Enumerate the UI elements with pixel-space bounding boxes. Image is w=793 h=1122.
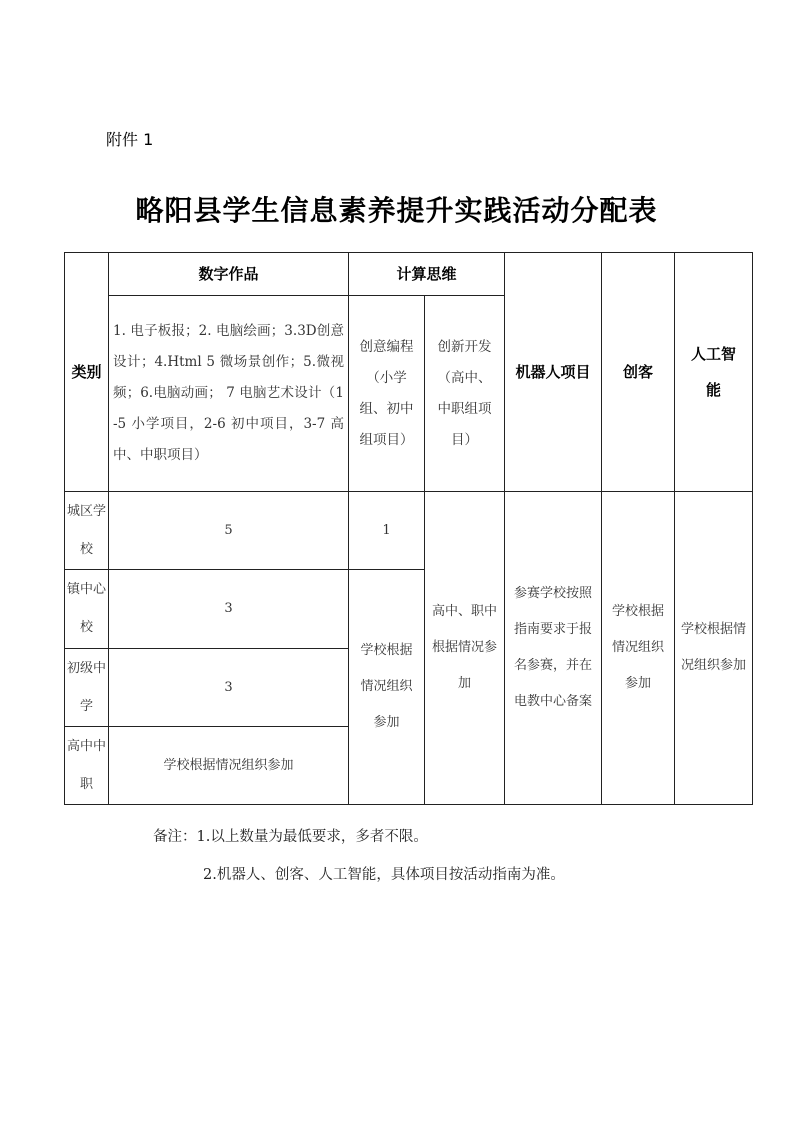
row-category: 初级中学 (65, 649, 109, 727)
robot-note: 参赛学校按照指南要求于报名参赛，并在电教中心备案 (505, 492, 602, 805)
ai-note: 学校根据情况组织参加 (675, 492, 753, 805)
row-category: 城区学校 (65, 492, 109, 570)
header-ai: 人工智能 (675, 253, 753, 492)
innovation-dev-header: 创新开发（高中、中职组项目） (425, 296, 505, 492)
header-maker: 创客 (602, 253, 675, 492)
innovation-dev-note: 高中、职中根据情况参加 (425, 492, 505, 805)
allocation-table (64, 252, 753, 805)
remark-line-2: 2.机器人、创客、人工智能，具体项目按活动指南为准。 (203, 867, 565, 883)
header-robot: 机器人项目 (505, 253, 602, 492)
row-category: 高中中职 (65, 727, 109, 805)
header-category: 类别 (65, 253, 109, 492)
header-digital-works: 数字作品 (109, 253, 349, 296)
attachment-label: 附件 1 (106, 130, 154, 149)
digital-works-value: 学校根据情况组织参加 (109, 727, 349, 805)
digital-works-value: 3 (109, 649, 349, 727)
remarks (153, 818, 565, 894)
creative-programming-value: 1 (349, 492, 425, 570)
row-category: 镇中心校 (65, 570, 109, 649)
creative-programming-note: 学校根据情况组织参加 (349, 570, 425, 805)
digital-works-value: 5 (109, 492, 349, 570)
page-title: 略阳县学生信息素养提升实践活动分配表 (135, 194, 658, 227)
digital-works-value: 3 (109, 570, 349, 649)
header-computational-thinking: 计算思维 (349, 253, 505, 296)
digital-works-description: 1. 电子板报；2. 电脑绘画；3.3D创意设计；4.Html 5 微场景创作；5.微视频；6.电脑动画； 7 电脑艺术设计（1-5 小学项目，2-6 初中项目，3-7 高中、中职项目） (109, 296, 349, 492)
creative-programming-header: 创意编程（小学组、初中组项目） (349, 296, 425, 492)
remark-line-1: 备注：1.以上数量为最低要求，多者不限。 (153, 829, 428, 845)
maker-note: 学校根据情况组织参加 (602, 492, 675, 805)
